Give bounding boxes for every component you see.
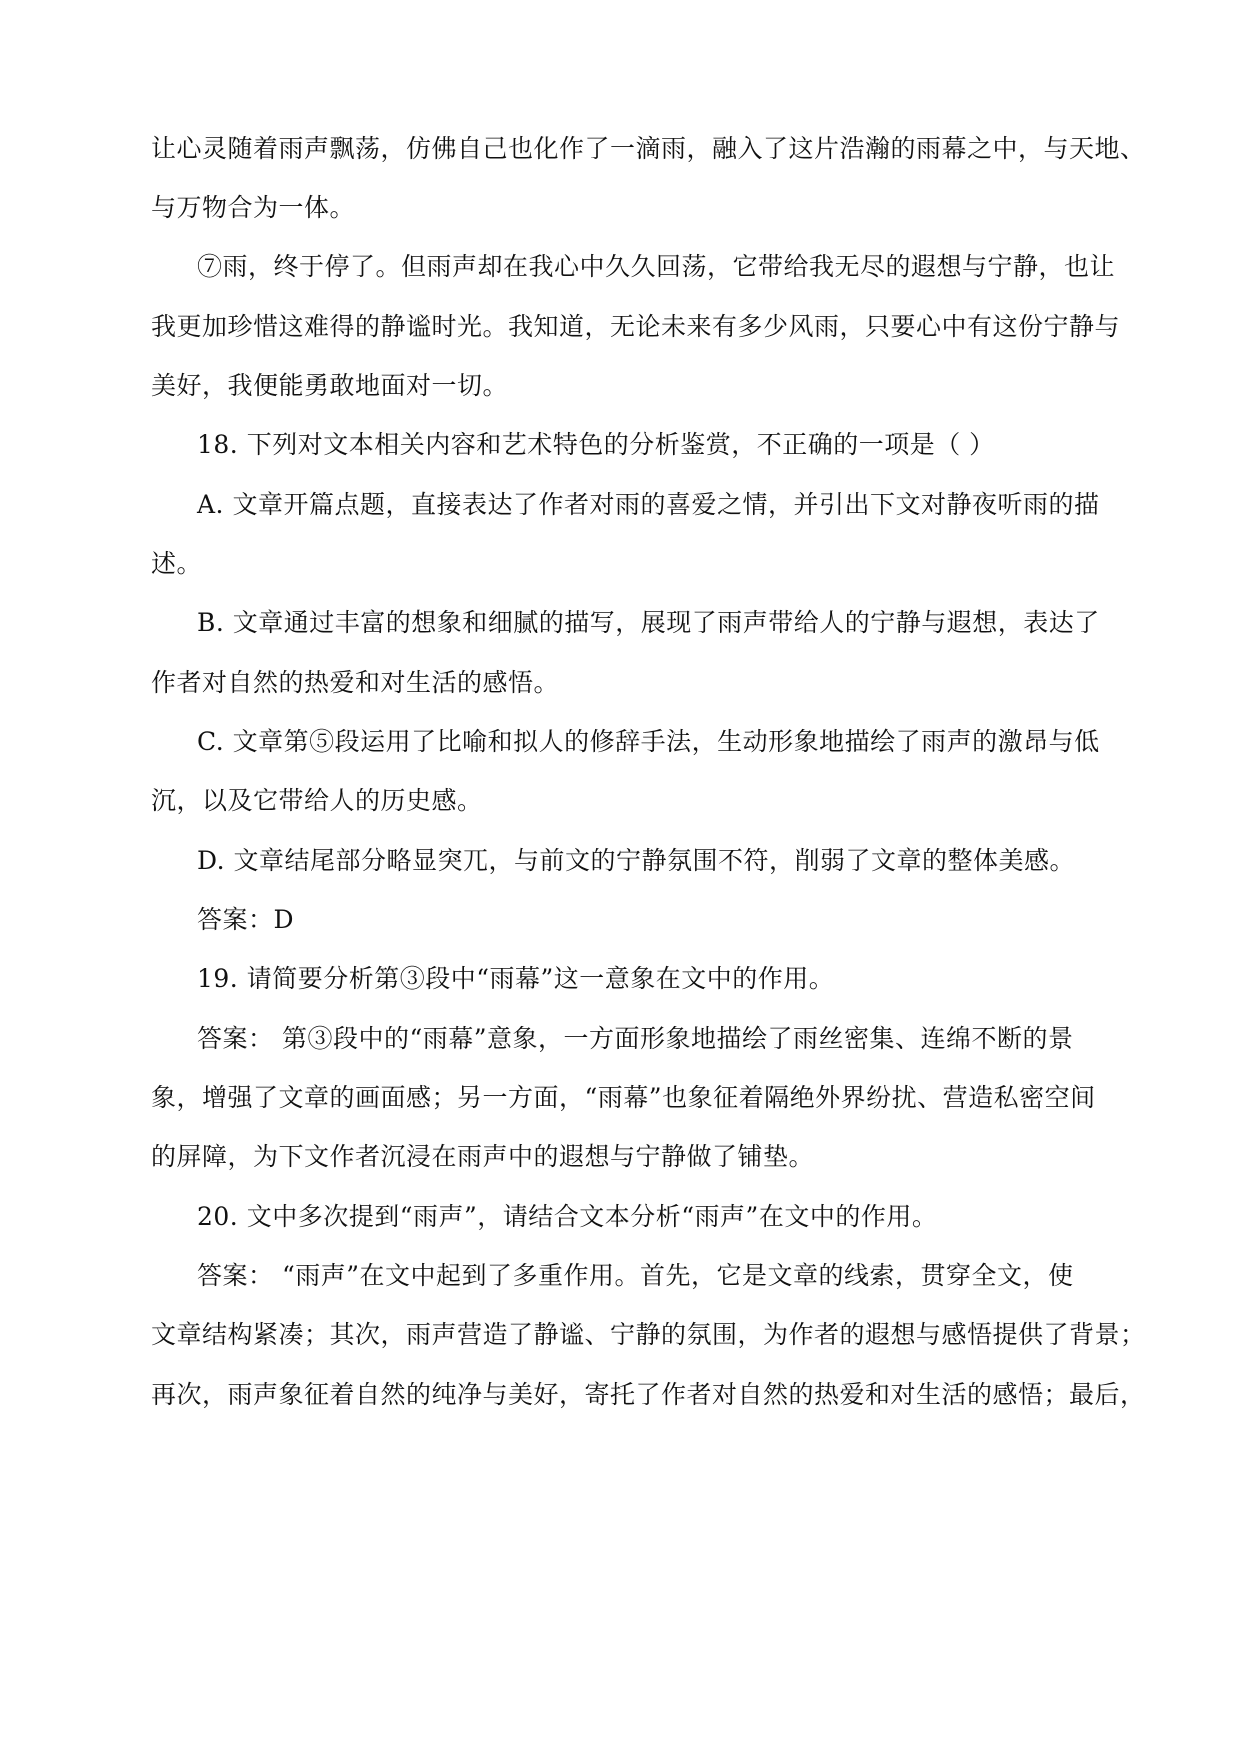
question-19: 19. 请简要分析第③段中“雨幕”这一意象在文中的作用。 — [197, 964, 835, 993]
paragraph-6-line-2: 让心灵随着雨声飘荡，仿佛自己也化作了一滴雨，融入了这片浩瀚的雨幕之中，与天地、 — [151, 134, 1146, 163]
answer-19-line-3: 的屏障，为下文作者沉浸在雨声中的遐想与宁静做了铺垫。 — [151, 1142, 815, 1171]
answer-19-line-2: 象，增强了文章的画面感；另一方面，“雨幕”也象征着隔绝外界纷扰、营造私密空间 — [151, 1083, 1096, 1112]
answer-18: 答案：D — [197, 905, 295, 934]
question-20: 20. 文中多次提到“雨声”，请结合文本分析“雨声”在文中的作用。 — [197, 1202, 938, 1231]
option-c-line-1: C. 文章第⑤段运用了比喻和拟人的修辞手法，生动形象地描绘了雨声的激昂与低 — [197, 727, 1100, 756]
answer-19-line-1: 答案： 第③段中的“雨幕”意象，一方面形象地描绘了雨丝密集、连绵不断的景 — [197, 1024, 1074, 1053]
paragraph-6-line-3: 与万物合为一体。 — [151, 193, 356, 222]
option-a-line-1: A. 文章开篇点题，直接表达了作者对雨的喜爱之情，并引出下文对静夜听雨的描 — [197, 490, 1100, 519]
option-c-line-2: 沉，以及它带给人的历史感。 — [151, 786, 483, 815]
option-b-line-1: B. 文章通过丰富的想象和细腻的描写，展现了雨声带给人的宁静与遐想，表达了 — [197, 608, 1100, 637]
option-d: D. 文章结尾部分略显突兀，与前文的宁静氛围不符，削弱了文章的整体美感。 — [197, 846, 1076, 875]
paragraph-7-line-3: 美好，我便能勇敢地面对一切。 — [151, 371, 509, 400]
question-18: 18. 下列对文本相关内容和艺术特色的分析鉴赏，不正确的一项是（ ） — [197, 430, 995, 459]
paragraph-7-line-2: 我更加珍惜这难得的静谧时光。我知道，无论未来有多少风雨，只要心中有这份宁静与 — [151, 312, 1121, 341]
answer-20-line-1: 答案： “雨声”在文中起到了多重作用。首先，它是文章的线索，贯穿全文，使 — [197, 1261, 1074, 1290]
answer-20-line-3: 再次，雨声象征着自然的纯净与美好，寄托了作者对自然的热爱和对生活的感悟；最后， — [151, 1380, 1146, 1409]
paragraph-7-line-1: ⑦雨，终于停了。但雨声却在我心中久久回荡，它带给我无尽的遐想与宁静，也让 — [197, 252, 1116, 281]
option-a-line-2: 述。 — [151, 549, 203, 578]
answer-20-line-2: 文章结构紧凑；其次，雨声营造了静谧、宁静的氛围，为作者的遐想与感悟提供了背景； — [151, 1320, 1146, 1349]
option-b-line-2: 作者对自然的热爱和对生活的感悟。 — [151, 668, 560, 697]
